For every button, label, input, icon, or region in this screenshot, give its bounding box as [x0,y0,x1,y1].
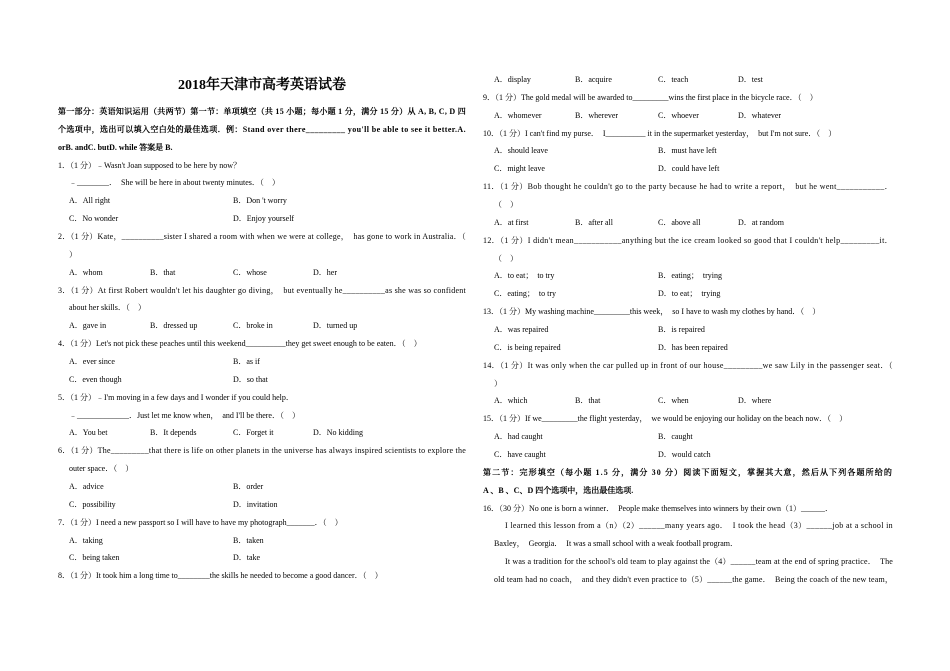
q4-option-c: C．even though [69,374,122,384]
q10-options-row [483,160,893,178]
q8-option-b: B．acquire [575,75,612,84]
q1-option-c: C．No wonder [69,214,119,224]
q6-option-a: A．advice [69,482,104,492]
q4-option-b: B．as if [233,357,260,367]
q9-options-row [483,107,893,125]
q7-option-a: A．taking [69,535,103,545]
q16-stem: 16．（30 分）No one is born a winner． People make themselves into winners by their own（1）______． [483,503,833,513]
q3-option-a: A．gave in [69,321,107,331]
q12-stem-continued: （ ） [494,253,518,263]
q1-stem-continued: ﹣________． She will be here in about twenty minutes．（ ） [69,178,280,188]
q11-option-d: D．at random [738,217,784,227]
q5-option-a: A．You bet [69,428,108,438]
q15-options-row [483,446,893,464]
q13-options-row [483,339,893,357]
q11-option-b: B．after all [575,217,613,227]
q6-option-c: C．possibility [69,499,116,509]
q11-stem-continued: （ ） [494,200,518,210]
q5-option-b: B．It depends [150,428,197,438]
q9-option-c: C．whoever [658,110,699,120]
q13-option-d: D．has been repaired [658,342,728,352]
q1-option-d: D．Enjoy yourself [233,214,295,224]
q4-stem: 4．（1 分）Let's not pick these peaches until this weekend__________they get sweet enough to be eaten．（ ） [58,339,422,349]
q14-option-b: B．that [575,396,601,406]
q2-option-a: A．whom [69,267,103,277]
q4-option-d: D．so that [233,374,268,384]
q9-option-b: B．wherever [575,110,619,120]
q9-option-a: A．whomever [494,110,542,120]
q3-options-row [58,317,466,335]
q4-options-row [58,353,466,371]
q1-options-row [58,192,466,210]
q2-stem: 2．（1 分）Kate，__________sister I shared a room with when we were at college， has gone to work in Australia．（ [58,232,466,242]
q8-option-c: C．teach [658,75,689,84]
q8-option-a: A．display [494,75,531,84]
q2-options-row [58,264,466,282]
q10-option-a: A．should leave [494,146,548,156]
q16-passage-line: Baxley， Georgia． It was a small school with a weak football program． [494,539,739,549]
q2-option-b: B．that [150,267,176,277]
q2-option-c: C．whose [233,267,267,277]
q9-stem: 9．（1 分）The gold medal will be awarded to_________wins the first place in the bicycle race．（ ） [483,92,818,102]
q3-stem: 3．（1 分）At first Robert wouldn't let his daughter go diving， but eventually he__________as she was so confident [58,285,466,295]
q13-options-row [483,321,893,339]
q13-option-a: A．was repaired [494,325,549,335]
part1-instructions-line: 个选项中，选出可以填入空白处的最佳选项．例：Stand over there_________ you'll be able to see it better.A. [58,124,466,134]
q1-option-a: A．All right [69,196,111,206]
q14-options-row [483,392,893,410]
q2-stem-continued: ） [69,249,77,259]
q16-passage-line: old team had no coach， and they didn't even practice to（5）______the game． Being the coach of the new team， [494,575,893,585]
q6-option-b: B．order [233,482,264,492]
q13-option-c: C．is being repaired [494,342,561,352]
q10-options-row [483,142,893,160]
q12-options-row [483,285,893,303]
q12-option-d: D．to eat； trying [658,289,721,299]
q7-option-d: D．take [233,553,261,563]
q6-options-row [58,478,466,496]
q12-option-a: A．to eat； to try [494,271,555,281]
q6-stem-continued: outer space．（ ） [69,464,134,474]
q14-option-d: D．where [738,396,772,406]
part1-instructions-line: 第一部分：英语知识运用（共两节）第一节：单项填空（共 15 小题；每小题 1 分，满分 15 分）从 A, B, C, D 四 [58,107,466,116]
q15-stem: 15．（1 分）If we_________the flight yesterday， we would be enjoying our holiday on the beach now．（ ） [483,414,848,424]
left-column [58,103,466,585]
q7-option-c: C．being taken [69,553,120,563]
q1-stem: 1．（1 分）﹣Wasn't Joan supposed to be here by now？ [58,160,241,170]
part2-instructions-line: 第二节：完形填空（每小题 1.5 分，满分 30 分）阅读下面短文，掌握其大意，然后从下列各题所给的 [483,467,893,477]
q9-option-d: D．whatever [738,110,782,120]
q15-option-d: D．would catch [658,450,711,460]
q15-option-b: B．caught [658,432,693,442]
q3-option-d: D．turned up [313,321,358,331]
q3-option-c: C．broke in [233,321,273,331]
q15-options-row [483,428,893,446]
q13-stem: 13．（1 分）My washing machine_________this week， so I have to wash my clothes by hand．（ ） [483,307,821,317]
part1-instructions-line: orB. andC. butD. while 答案是 B. [58,142,173,152]
q11-option-c: C．above all [658,217,701,227]
q11-stem: 11．（1 分）Bob thought he couldn't go to the party because he had to write a report， but he went___________． [483,182,893,192]
q6-options-row [58,496,466,514]
part2-instructions-line: A 、B 、C、D 四个选项中，选出最佳选项. [483,485,634,495]
q14-option-a: A．which [494,396,528,406]
q12-option-c: C．eating； to try [494,289,556,299]
q7-options-row [58,532,466,550]
page-title: 2018年天津市高考英语试卷 [178,78,346,93]
q7-options-row [58,549,466,567]
q6-option-d: D．invitation [233,499,278,509]
q14-stem: 14．（1 分）It was only when the car pulled up in front of our house_________we saw Lily in the passenger seat．（ [483,360,893,370]
q4-option-a: A．ever since [69,357,115,367]
q11-option-a: A．at first [494,217,529,227]
q12-stem: 12．（1 分）I didn't mean___________anything but the ice cream looked so good that I couldn't help_________it． [483,235,893,245]
q10-option-c: C．might leave [494,164,545,174]
q7-stem: 7．（1 分）I need a new passport so I will have to have my photograph_______．（ ） [58,517,343,527]
q3-option-b: B．dressed up [150,321,198,331]
q6-stem: 6．（1 分）The_________that there is life on other planets in the universe has always inspired scientists to explore the [58,446,466,456]
q5-options-row [58,424,466,442]
q15-option-c: C．have caught [494,450,546,460]
q14-stem-continued: ） [494,378,502,388]
q7-option-b: B．taken [233,535,264,545]
q5-stem: 5．（1 分）﹣I'm moving in a few days and I wonder if you could help． [58,392,294,402]
q10-stem: 10．（1 分）I can't find my purse． I__________ it in the supermarket yesterday， but I'm not sure．（ ） [483,128,837,138]
q8-option-d: D．test [738,75,763,84]
q10-option-b: B．must have left [658,146,717,156]
q8-stem: 8．（1 分）It took him a long time to________the skills he needed to become a good dancer．（ ） [58,571,383,581]
q5-option-c: C．Forget it [233,428,274,438]
q15-option-a: A．had caught [494,432,543,442]
q11-options-row [483,214,893,232]
q5-option-d: D．No kidding [313,428,363,438]
q1-option-b: B．Don 't worry [233,196,287,206]
q13-option-b: B．is repaired [658,325,705,335]
q12-options-row [483,267,893,285]
q10-option-d: D．could have left [658,164,720,174]
q8-options-row [483,71,893,89]
q1-options-row [58,210,466,228]
q16-passage-line: I learned this lesson from a（n）（2）______many years ago． I took the head（3）______job at a school in [505,521,893,531]
q3-stem-continued: about her skills．（ ） [69,303,146,313]
q2-option-d: D．her [313,267,337,277]
q12-option-b: B．eating； trying [658,271,722,281]
q16-passage-line: It was a tradition for the school's old team to play against the（4）______team at the end of spring practice． The [505,557,893,567]
q5-stem-continued: ﹣_____________．Just let me know when， and I'll be there．（ ） [69,410,300,420]
q4-options-row [58,371,466,389]
right-column [483,71,893,589]
q14-option-c: C．when [658,396,689,406]
